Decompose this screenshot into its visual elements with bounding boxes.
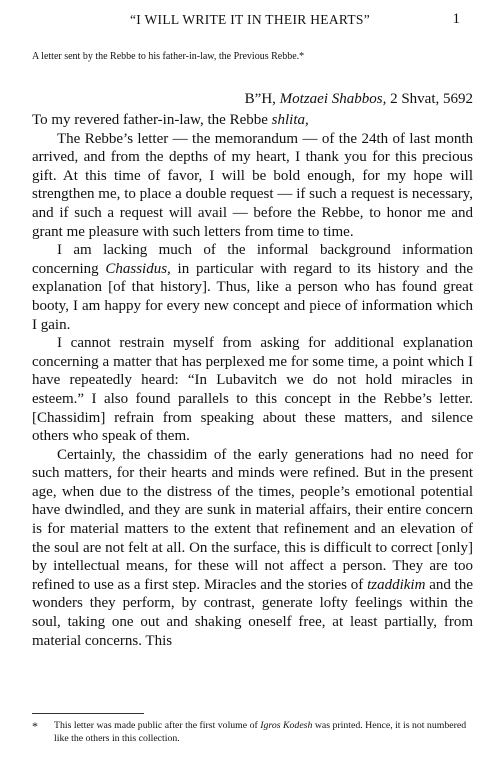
paragraph-3: I cannot restrain myself from asking for additional explanation concerning a matter that has perplexed me for some time, a point which I have repeatedly heard: “In Lubavitch we do not hold miracles in esteem.” I also found parallels to this concept in the Rebbe’s letter. [Chassidim] refrain from speaking about these matters, and silence others who speak of them. bbox=[32, 335, 473, 445]
paragraph-1: The Rebbe’s letter — the memorandum — of the 24th of last month arrived, and from the depths of my heart, I thank you for this precious gift. At this time of favor, I will be bold enough, for my hope will strengthen me, to place a double request — if such a request is necessary, and if such a request will avail — before the Rebbe, to honor me and grant me pleasure with such letters from time to time. bbox=[32, 130, 473, 240]
paragraph-4 bbox=[32, 446, 473, 651]
footnote-rule bbox=[32, 713, 144, 714]
footnote-mark: * bbox=[32, 719, 38, 733]
dateline bbox=[0, 91, 473, 108]
dateline-prefix: B”H, bbox=[244, 91, 280, 107]
paragraph-4-text-a: Certainly, the chassidim of the early generations had no need for such matters, for their hearts and minds were refined. But in the present age, when due to the distress of the times, people’s emotional potential have dwindled, and they are sunk in material affairs, their entire concern is for material matters to the extent that refinement and an elevation of the soul are not felt at all. On the surface, this is difficult to correct [only] by intellectual means, for these will not affect a person. They are too refined to use as a first step. Miracles and the stories of bbox=[32, 446, 473, 593]
dateline-italic: Motzaei Shabbos, bbox=[279, 91, 387, 107]
letter-body bbox=[32, 111, 473, 650]
paragraph-2-italic: Chassidus, bbox=[105, 260, 171, 277]
dateline-suffix: 2 Shvat, 5692 bbox=[386, 91, 473, 107]
footnote-italic: Igros Kodesh bbox=[260, 720, 313, 731]
page-number: 1 bbox=[452, 11, 460, 27]
salutation-italic: shlita, bbox=[271, 112, 309, 128]
salutation-text: To my revered father-in-law, the Rebbe bbox=[32, 112, 272, 128]
running-title: “I WILL WRITE IT IN THEIR HEARTS” bbox=[129, 12, 371, 27]
paragraph-2-text-a: I am lacking much of the informal background information concerning bbox=[32, 242, 473, 277]
paragraph-4-text-b: and the wonders they perform, by contrast, generate lofty feelings within the soul, taking one out and shaking oneself free, at least partially, from material concerns. This bbox=[32, 576, 474, 649]
intro-note: A letter sent by the Rebbe to his father-in-law, the Previous Rebbe.* bbox=[32, 51, 305, 62]
footnote-text-b: was printed. Hence, it is not numbered like the others in this collection. bbox=[54, 720, 467, 744]
footnote-text-a: This letter was made public after the first volume of bbox=[54, 720, 261, 731]
paragraph-4-italic: tzaddikim bbox=[367, 576, 426, 593]
salutation bbox=[32, 111, 473, 130]
footnote-text bbox=[54, 719, 473, 745]
paragraph-2-text-b: in particular with regard to its history and the explanation [of that history]. Thus, like a person who has found great booty, I am happy for every new concept and piece of information which I gain. bbox=[32, 260, 473, 333]
footnote bbox=[32, 719, 473, 745]
running-head bbox=[0, 12, 500, 32]
paragraph-2 bbox=[32, 241, 473, 334]
